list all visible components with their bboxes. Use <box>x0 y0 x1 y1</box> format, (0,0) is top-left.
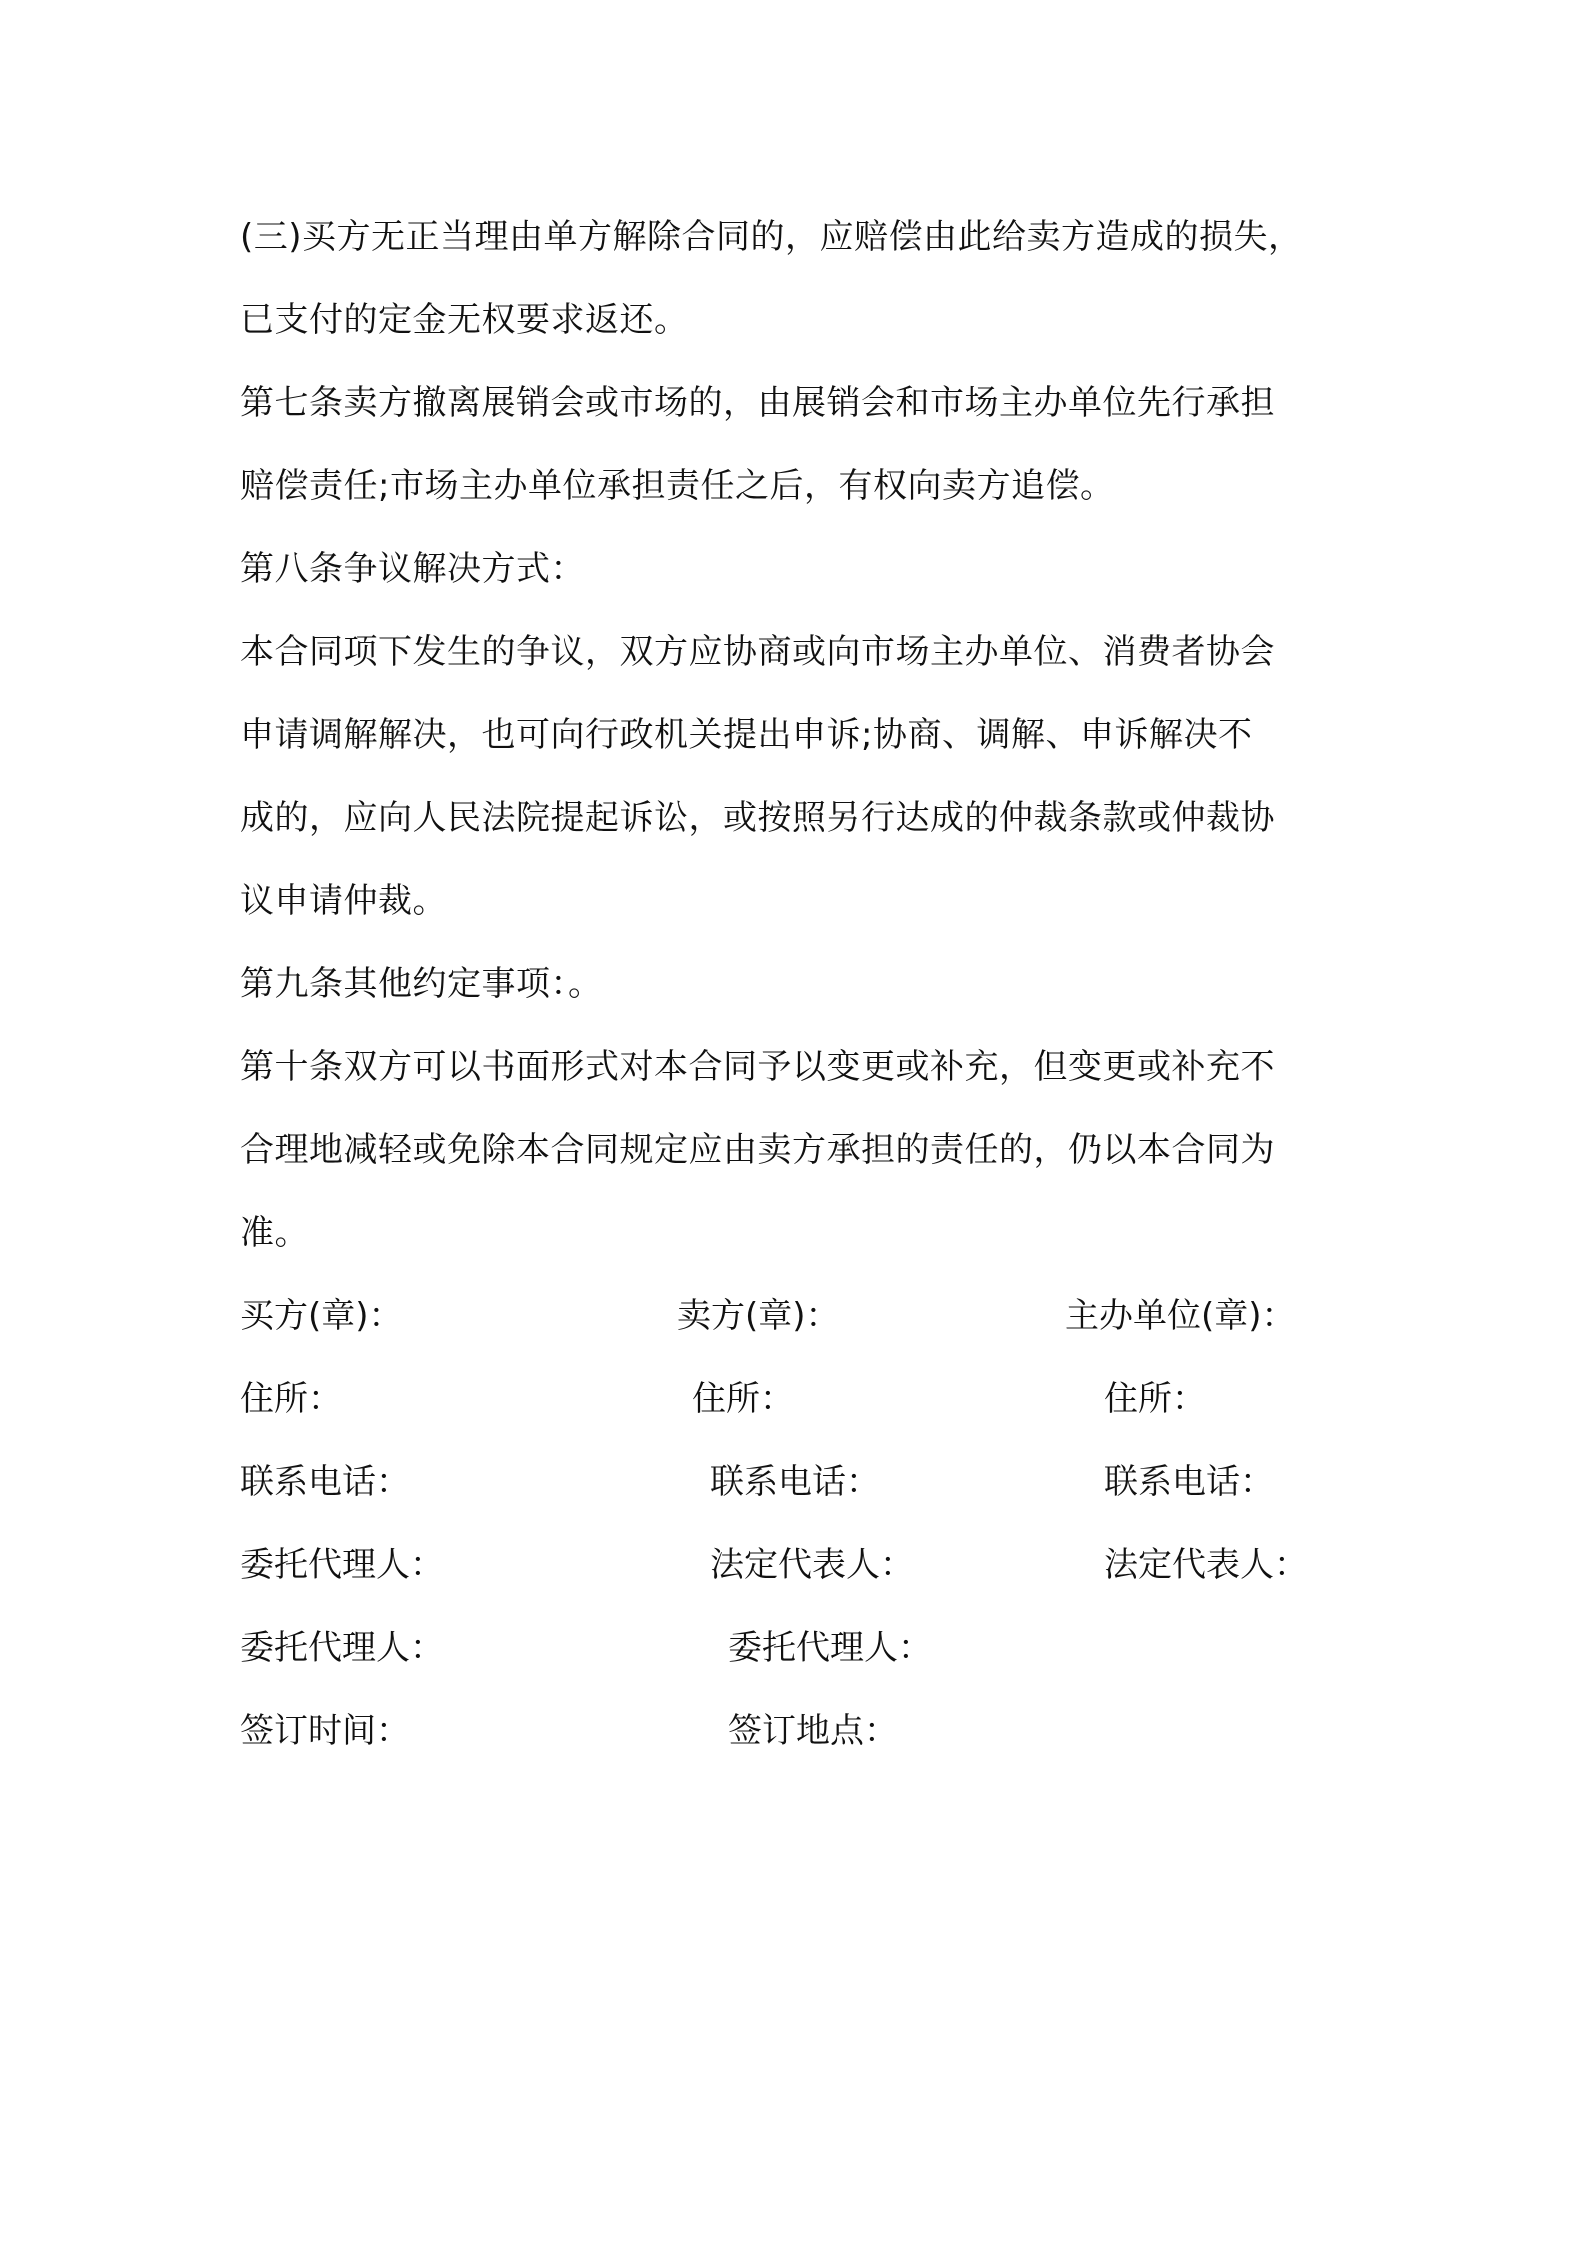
signature-row-representative <box>240 1524 1370 1607</box>
organizer-phone-label: 联系电话： <box>1104 1462 1274 1502</box>
buyer-agent-label: 委托代理人： <box>240 1545 444 1585</box>
signature-row-seal <box>240 1275 1370 1358</box>
clause-7-line: 赔偿责任;市场主办单位承担责任之后，有权向卖方追偿。 <box>240 466 1115 506</box>
signing-time-label: 签订时间： <box>240 1711 410 1751</box>
buyer-phone-label: 联系电话： <box>240 1462 410 1502</box>
buyer-seal-label: 买方(章)： <box>240 1296 403 1336</box>
clause-8-line: 议申请仲裁。 <box>240 881 447 921</box>
clause-10-line: 第十条双方可以书面形式对本合同予以变更或补充，但变更或补充不 <box>240 1047 1275 1087</box>
clause-10-line: 准。 <box>240 1213 309 1253</box>
seller-address-label: 住所： <box>692 1379 794 1419</box>
clause-line: (三)买方无正当理由单方解除合同的，应赔偿由此给卖方造成的损失， <box>240 217 1303 257</box>
seller-legal-rep-label: 法定代表人： <box>710 1545 914 1585</box>
clause-8-line: 申请调解解决，也可向行政机关提出申诉;协商、调解、申诉解决不 <box>240 715 1253 755</box>
seller-seal-label: 卖方(章)： <box>677 1296 840 1336</box>
signature-row-sign-info <box>240 1690 1370 1773</box>
clause-9-line: 第九条其他约定事项：。 <box>240 964 603 1004</box>
signature-row-phone <box>240 1441 1370 1524</box>
clause-line: 已支付的定金无权要求返还。 <box>240 300 689 340</box>
contract-body <box>240 196 1370 1275</box>
signing-place-label: 签订地点： <box>728 1711 898 1751</box>
organizer-seal-label: 主办单位(章)： <box>1065 1296 1296 1336</box>
signature-row-address <box>240 1358 1370 1441</box>
clause-8-heading: 第八条争议解决方式： <box>240 549 585 589</box>
organizer-legal-rep-label: 法定代表人： <box>1104 1545 1308 1585</box>
buyer-agent-label-2: 委托代理人： <box>240 1628 444 1668</box>
organizer-address-label: 住所： <box>1104 1379 1206 1419</box>
buyer-address-label: 住所： <box>240 1379 342 1419</box>
seller-agent-label: 委托代理人： <box>728 1628 932 1668</box>
clause-7-line: 第七条卖方撤离展销会或市场的，由展销会和市场主办单位先行承担 <box>240 383 1275 423</box>
signature-row-agent <box>240 1607 1370 1690</box>
clause-10-line: 合理地减轻或免除本合同规定应由卖方承担的责任的，仍以本合同为 <box>240 1130 1275 1170</box>
clause-8-line: 成的，应向人民法院提起诉讼，或按照另行达成的仲裁条款或仲裁协 <box>240 798 1275 838</box>
seller-phone-label: 联系电话： <box>710 1462 880 1502</box>
clause-8-line: 本合同项下发生的争议，双方应协商或向市场主办单位、消费者协会 <box>240 632 1275 672</box>
